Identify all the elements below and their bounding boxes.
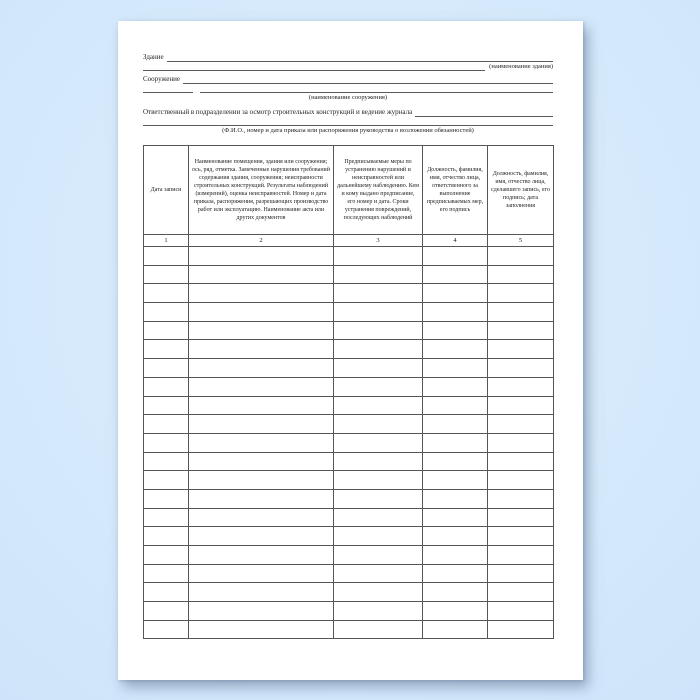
empty-cell — [144, 433, 189, 452]
empty-cell — [144, 583, 189, 602]
responsible-caption: (Ф.И.О., номер и дата приказа или распоряжения руководства о возложении обязанностей) — [222, 127, 474, 134]
table-row — [144, 583, 554, 602]
empty-cell — [189, 396, 334, 415]
empty-cell — [334, 415, 423, 434]
empty-cell — [423, 583, 488, 602]
empty-cell — [488, 602, 554, 621]
form-content — [143, 50, 553, 639]
empty-cell — [423, 489, 488, 508]
empty-cell — [144, 452, 189, 471]
empty-cell — [334, 303, 423, 322]
table-row — [144, 452, 554, 471]
empty-cell — [189, 583, 334, 602]
empty-cell — [144, 340, 189, 359]
empty-cell — [423, 321, 488, 340]
empty-cell — [144, 321, 189, 340]
column-header-recorder: Должность, фамилия, имя, отчество лица, сделавшего запись, его подпись; дата заполнения — [488, 146, 554, 235]
empty-cell — [334, 564, 423, 583]
empty-cell — [334, 602, 423, 621]
empty-cell — [423, 359, 488, 378]
empty-cell — [189, 564, 334, 583]
table-row — [144, 303, 554, 322]
empty-cell — [144, 564, 189, 583]
table-row — [144, 564, 554, 583]
empty-cell — [334, 340, 423, 359]
empty-cell — [334, 527, 423, 546]
column-header-premises: Наименование помещения, здания или сооружения; ось, ряд, отметка. Замеченные нарушения требований содержания здания, сооружения; неисправности строительных конструкций. Результаты наблюдений (измерений), оценка неисправностей. Номер и дата приказа, распоряжения, разрешающих производство работ или эксплуатацию. Наименование акта или других документов — [189, 146, 334, 235]
table-row — [144, 415, 554, 434]
empty-cell — [488, 452, 554, 471]
empty-cell — [144, 359, 189, 378]
empty-cell — [144, 620, 189, 639]
column-header-date: Дата записи — [144, 146, 189, 235]
empty-cell — [488, 489, 554, 508]
empty-cell — [423, 340, 488, 359]
empty-cell — [423, 452, 488, 471]
building-caption: (наименование здания) — [489, 63, 553, 70]
structure-line — [143, 71, 553, 84]
empty-cell — [144, 415, 189, 434]
building-blank-line — [167, 54, 553, 62]
responsible-blank-line — [415, 109, 553, 117]
empty-cell — [189, 265, 334, 284]
empty-cell — [334, 321, 423, 340]
empty-cell — [189, 377, 334, 396]
empty-cell — [334, 508, 423, 527]
structure-line-2 — [143, 84, 553, 93]
column-number: 3 — [334, 235, 423, 247]
empty-cell — [144, 303, 189, 322]
empty-cell — [334, 396, 423, 415]
empty-cell — [488, 303, 554, 322]
empty-cell — [189, 415, 334, 434]
empty-cell — [334, 284, 423, 303]
empty-cell — [144, 377, 189, 396]
empty-cell — [334, 471, 423, 490]
table-row — [144, 471, 554, 490]
column-number: 4 — [423, 235, 488, 247]
empty-cell — [488, 377, 554, 396]
empty-cell — [423, 620, 488, 639]
column-number: 1 — [144, 235, 189, 247]
empty-cell — [423, 433, 488, 452]
empty-cell — [334, 377, 423, 396]
empty-cell — [334, 583, 423, 602]
empty-cell — [144, 546, 189, 565]
table-row — [144, 284, 554, 303]
empty-cell — [189, 489, 334, 508]
empty-cell — [488, 396, 554, 415]
empty-cell — [488, 527, 554, 546]
table-row — [144, 508, 554, 527]
empty-cell — [488, 265, 554, 284]
empty-cell — [423, 508, 488, 527]
building-caption-line — [143, 62, 553, 71]
empty-cell — [423, 546, 488, 565]
empty-cell — [334, 452, 423, 471]
responsible-blank-line-2 — [143, 118, 553, 126]
empty-cell — [334, 247, 423, 266]
empty-cell — [488, 471, 554, 490]
empty-cell — [189, 284, 334, 303]
empty-cell — [488, 247, 554, 266]
responsible-label: Ответственный в подразделении за осмотр строительных конструкций и ведение журнала — [143, 108, 413, 116]
empty-cell — [334, 265, 423, 284]
column-header-responsible-person: Должность, фамилия, имя, отчество лица, ответственного за выполнение предписываемых мер, его подпись — [423, 146, 488, 235]
structure-label: Сооружение — [143, 75, 180, 83]
empty-cell — [144, 471, 189, 490]
empty-cell — [423, 265, 488, 284]
empty-cell — [189, 471, 334, 490]
empty-cell — [189, 303, 334, 322]
empty-cell — [423, 247, 488, 266]
table-number-row — [144, 235, 554, 247]
empty-cell — [423, 602, 488, 621]
empty-cell — [189, 340, 334, 359]
building-label: Здание — [143, 53, 164, 61]
empty-cell — [334, 359, 423, 378]
empty-cell — [144, 396, 189, 415]
empty-cell — [144, 527, 189, 546]
empty-cell — [334, 489, 423, 508]
empty-cell — [423, 527, 488, 546]
empty-cell — [144, 508, 189, 527]
empty-cell — [423, 377, 488, 396]
table-row — [144, 433, 554, 452]
empty-cell — [189, 433, 334, 452]
table-row — [144, 620, 554, 639]
empty-cell — [488, 583, 554, 602]
column-number: 5 — [488, 235, 554, 247]
document-page — [118, 21, 583, 680]
column-number: 2 — [189, 235, 334, 247]
table-row — [144, 396, 554, 415]
empty-cell — [189, 527, 334, 546]
empty-cell — [488, 433, 554, 452]
empty-cell — [189, 620, 334, 639]
empty-cell — [488, 340, 554, 359]
responsible-line — [143, 104, 553, 117]
empty-cell — [334, 546, 423, 565]
table-row — [144, 359, 554, 378]
inspection-journal-table — [143, 145, 554, 639]
empty-cell — [144, 247, 189, 266]
empty-cell — [423, 396, 488, 415]
structure-blank-short — [143, 85, 193, 93]
empty-cell — [189, 602, 334, 621]
empty-cell — [423, 564, 488, 583]
empty-cell — [488, 620, 554, 639]
table-row — [144, 321, 554, 340]
structure-caption: (наименование сооружения) — [308, 94, 388, 101]
empty-cell — [334, 620, 423, 639]
empty-cell — [488, 415, 554, 434]
empty-cell — [144, 265, 189, 284]
empty-cell — [423, 471, 488, 490]
table-row — [144, 527, 554, 546]
table-row — [144, 546, 554, 565]
empty-cell — [189, 546, 334, 565]
empty-cell — [423, 415, 488, 434]
empty-cell — [189, 359, 334, 378]
building-blank-line-2 — [143, 63, 485, 71]
empty-cell — [144, 284, 189, 303]
empty-cell — [189, 452, 334, 471]
empty-cell — [488, 284, 554, 303]
empty-cell — [144, 489, 189, 508]
empty-cell — [189, 247, 334, 266]
structure-blank-line — [183, 76, 553, 84]
building-line — [143, 50, 553, 62]
empty-cell — [423, 303, 488, 322]
empty-cell — [488, 546, 554, 565]
journal-table-body — [144, 247, 554, 639]
empty-cell — [488, 321, 554, 340]
table-row — [144, 265, 554, 284]
empty-cell — [423, 284, 488, 303]
empty-cell — [144, 602, 189, 621]
empty-cell — [488, 508, 554, 527]
table-row — [144, 602, 554, 621]
table-row — [144, 489, 554, 508]
table-row — [144, 340, 554, 359]
table-row — [144, 247, 554, 266]
empty-cell — [189, 508, 334, 527]
empty-cell — [189, 321, 334, 340]
empty-cell — [488, 359, 554, 378]
structure-blank-long — [200, 85, 553, 93]
table-header-row — [144, 146, 554, 235]
empty-cell — [488, 564, 554, 583]
table-row — [144, 377, 554, 396]
column-header-measures: Предписываемые меры по устранению нарушений и неисправностей или дальнейшему наблюдению. Кем и кому выдано предписание, его номер и дата. Сроки устранения повреждений, последующих наблюдений — [334, 146, 423, 235]
empty-cell — [334, 433, 423, 452]
responsible-line-2 — [143, 117, 553, 126]
